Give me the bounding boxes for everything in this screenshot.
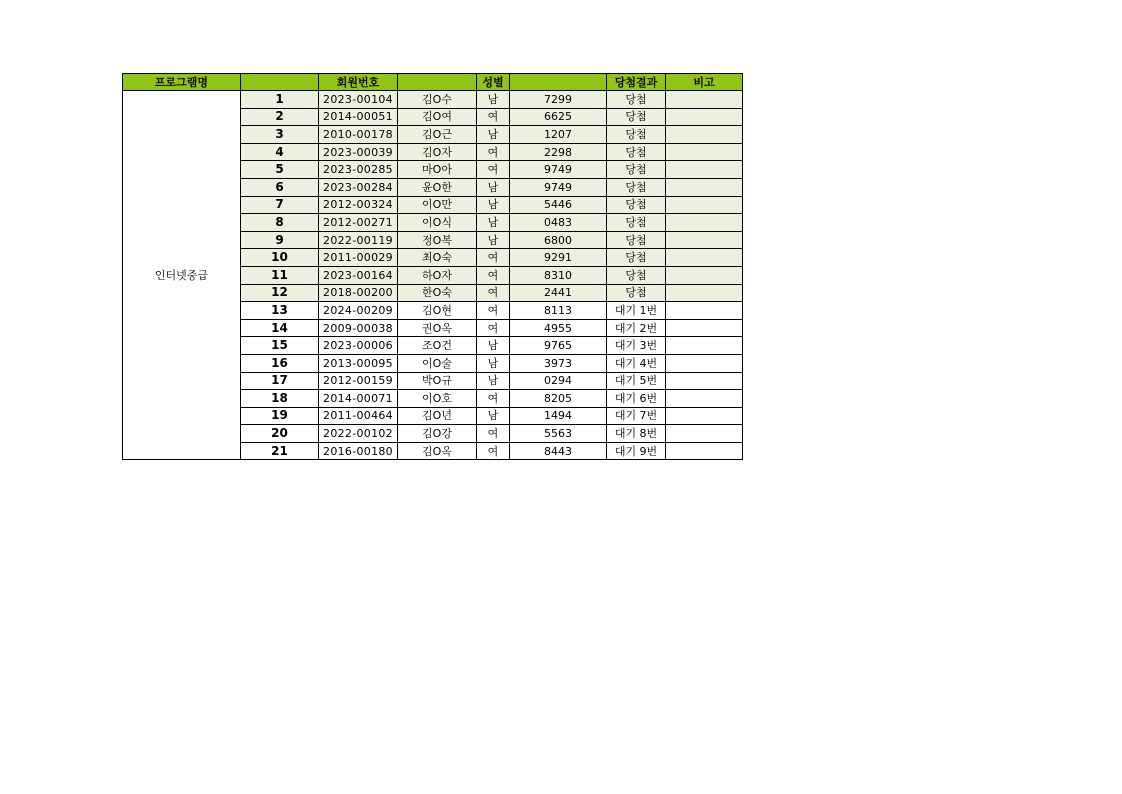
member-number: 2023-00039 [319,143,398,161]
note-cell [666,442,743,460]
member-code: 7299 [510,91,607,109]
row-number: 13 [241,302,319,320]
member-code: 9749 [510,178,607,196]
note-cell [666,91,743,109]
note-cell [666,231,743,249]
member-name: 하O자 [398,266,477,284]
row-number: 5 [241,161,319,179]
program-name-cell: 인터넷중급 [123,91,241,460]
member-number: 2011-00029 [319,249,398,267]
draw-result: 대기 4번 [607,354,666,372]
header-note: 비고 [666,74,743,91]
member-gender: 여 [477,108,510,126]
note-cell [666,302,743,320]
row-number: 15 [241,337,319,355]
member-gender: 여 [477,319,510,337]
row-number: 12 [241,284,319,302]
draw-result: 대기 8번 [607,425,666,443]
member-gender: 남 [477,178,510,196]
note-cell [666,407,743,425]
row-number: 7 [241,196,319,214]
row-number: 20 [241,425,319,443]
draw-result: 당첨 [607,284,666,302]
lottery-result-table [122,73,743,460]
member-gender: 남 [477,407,510,425]
member-name: 이O식 [398,214,477,232]
row-number: 21 [241,442,319,460]
note-cell [666,126,743,144]
member-code: 5446 [510,196,607,214]
member-number: 2023-00284 [319,178,398,196]
member-code: 9765 [510,337,607,355]
member-name: 조O건 [398,337,477,355]
member-gender: 여 [477,143,510,161]
row-number: 4 [241,143,319,161]
member-code: 0294 [510,372,607,390]
member-code: 0483 [510,214,607,232]
member-code: 8205 [510,390,607,408]
member-gender: 여 [477,284,510,302]
member-code: 9291 [510,249,607,267]
member-gender: 남 [477,354,510,372]
row-number: 14 [241,319,319,337]
member-gender: 남 [477,91,510,109]
member-number: 2012-00271 [319,214,398,232]
member-code: 4955 [510,319,607,337]
draw-result: 대기 1번 [607,302,666,320]
draw-result: 당첨 [607,126,666,144]
member-name: 이O술 [398,354,477,372]
table-body [123,91,743,460]
row-number: 10 [241,249,319,267]
member-number: 2018-00200 [319,284,398,302]
note-cell [666,108,743,126]
draw-result: 당첨 [607,266,666,284]
note-cell [666,161,743,179]
row-number: 2 [241,108,319,126]
header-gender: 성별 [477,74,510,91]
draw-result: 당첨 [607,249,666,267]
row-number: 19 [241,407,319,425]
member-name: 이O만 [398,196,477,214]
member-name: 김O여 [398,108,477,126]
member-gender: 여 [477,161,510,179]
member-name: 김O현 [398,302,477,320]
member-code: 8443 [510,442,607,460]
member-name: 한O숙 [398,284,477,302]
member-gender: 여 [477,425,510,443]
member-gender: 남 [477,231,510,249]
row-number: 16 [241,354,319,372]
note-cell [666,284,743,302]
note-cell [666,337,743,355]
member-code: 1494 [510,407,607,425]
draw-result: 당첨 [607,108,666,126]
member-name: 권O옥 [398,319,477,337]
table-row [123,91,743,109]
row-number: 9 [241,231,319,249]
note-cell [666,390,743,408]
note-cell [666,143,743,161]
draw-result: 대기 7번 [607,407,666,425]
note-cell [666,196,743,214]
member-code: 3973 [510,354,607,372]
member-code: 2298 [510,143,607,161]
member-gender: 여 [477,442,510,460]
draw-result: 당첨 [607,91,666,109]
row-number: 11 [241,266,319,284]
note-cell [666,354,743,372]
member-gender: 남 [477,337,510,355]
note-cell [666,319,743,337]
draw-result: 대기 6번 [607,390,666,408]
member-code: 6625 [510,108,607,126]
member-gender: 여 [477,266,510,284]
member-gender: 남 [477,214,510,232]
member-name: 박O규 [398,372,477,390]
row-number: 8 [241,214,319,232]
member-gender: 여 [477,302,510,320]
row-number: 18 [241,390,319,408]
member-name: 김O자 [398,143,477,161]
note-cell [666,425,743,443]
note-cell [666,249,743,267]
member-number: 2023-00104 [319,91,398,109]
member-number: 2012-00159 [319,372,398,390]
draw-result: 대기 5번 [607,372,666,390]
member-number: 2009-00038 [319,319,398,337]
header-program: 프로그램명 [123,74,241,91]
note-cell [666,214,743,232]
header-member-no: 회원번호 [319,74,398,91]
member-number: 2023-00006 [319,337,398,355]
member-number: 2016-00180 [319,442,398,460]
header-name [398,74,477,91]
header-number [241,74,319,91]
note-cell [666,372,743,390]
member-name: 정O복 [398,231,477,249]
member-gender: 남 [477,196,510,214]
member-number: 2011-00464 [319,407,398,425]
member-number: 2023-00285 [319,161,398,179]
draw-result: 당첨 [607,231,666,249]
member-name: 김O강 [398,425,477,443]
member-code: 2441 [510,284,607,302]
member-number: 2022-00119 [319,231,398,249]
member-gender: 여 [477,390,510,408]
member-name: 최O숙 [398,249,477,267]
member-name: 이O호 [398,390,477,408]
member-code: 5563 [510,425,607,443]
member-name: 김O년 [398,407,477,425]
note-cell [666,266,743,284]
member-number: 2014-00051 [319,108,398,126]
draw-result: 당첨 [607,143,666,161]
member-name: 김O옥 [398,442,477,460]
member-code: 9749 [510,161,607,179]
member-name: 마O아 [398,161,477,179]
member-number: 2024-00209 [319,302,398,320]
draw-result: 당첨 [607,161,666,179]
header-result: 당첨결과 [607,74,666,91]
row-number: 17 [241,372,319,390]
member-code: 8310 [510,266,607,284]
draw-result: 대기 3번 [607,337,666,355]
member-number: 2022-00102 [319,425,398,443]
member-gender: 남 [477,126,510,144]
draw-result: 당첨 [607,196,666,214]
member-name: 김O근 [398,126,477,144]
row-number: 3 [241,126,319,144]
member-gender: 여 [477,249,510,267]
member-number: 2010-00178 [319,126,398,144]
member-gender: 남 [477,372,510,390]
draw-result: 대기 2번 [607,319,666,337]
header-code [510,74,607,91]
member-number: 2012-00324 [319,196,398,214]
row-number: 6 [241,178,319,196]
member-number: 2023-00164 [319,266,398,284]
member-code: 8113 [510,302,607,320]
member-number: 2013-00095 [319,354,398,372]
draw-result: 당첨 [607,214,666,232]
draw-result: 당첨 [607,178,666,196]
row-number: 1 [241,91,319,109]
draw-result: 대기 9번 [607,442,666,460]
member-code: 6800 [510,231,607,249]
header-row [123,74,743,91]
member-number: 2014-00071 [319,390,398,408]
member-name: 윤O한 [398,178,477,196]
member-code: 1207 [510,126,607,144]
member-name: 김O수 [398,91,477,109]
note-cell [666,178,743,196]
